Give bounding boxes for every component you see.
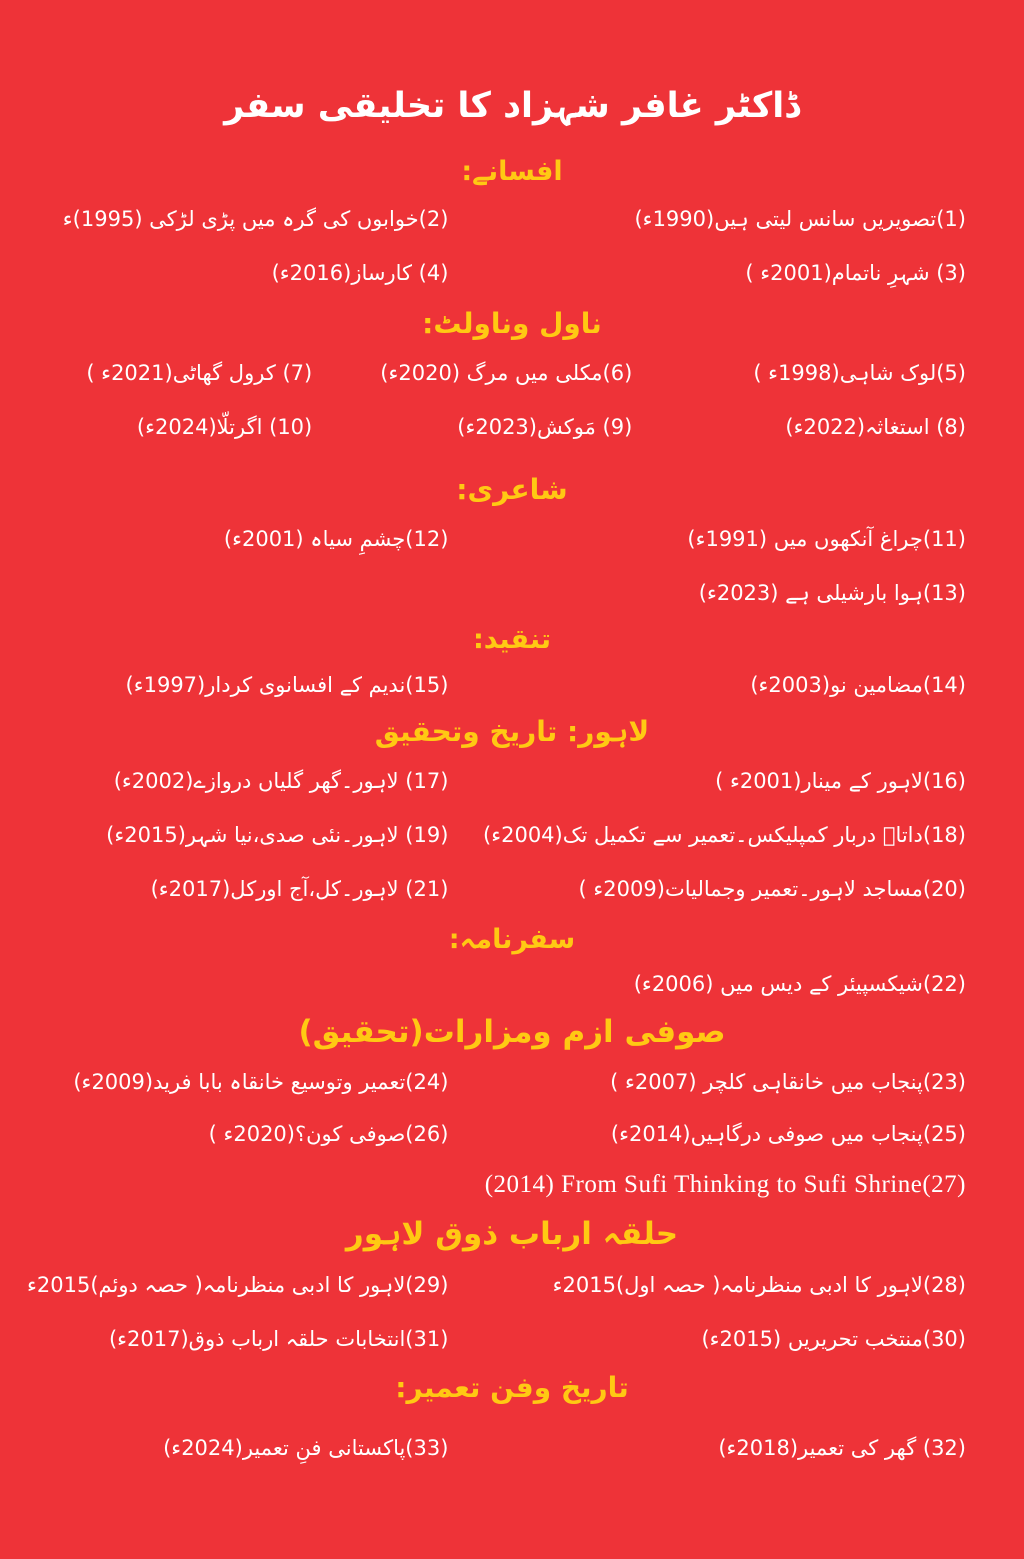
- book-entry-18: (18)داتاؒ دربار کمپلیکس۔تعمیر سے تکمیل تک(2004ء): [483, 822, 966, 847]
- book-row: [58, 1418, 966, 1478]
- book-entry-1: (1)تصویریں سانس لیتی ہیں(1990ء): [634, 206, 966, 231]
- book-row: [58, 346, 966, 400]
- book-entry-27: (2014) From Sufi Thinking to Sufi Shrine(27): [484, 1171, 966, 1199]
- book-entry-28: (28)لاہور کا ادبی منظرنامہ( حصہ اول)2015ء: [552, 1272, 966, 1297]
- book-entry-15: (15)ندیم کے افسانوی کردار(1997ء): [125, 672, 449, 697]
- book-row: [58, 192, 966, 246]
- section-heading-afsanay: افسانے:: [461, 156, 563, 187]
- book-entry-4: (4) کارساز(2016ء): [271, 260, 449, 285]
- book-entry-22: (22)شیکسپیئر کے دیس میں (2006ء): [633, 971, 966, 996]
- book-row: [58, 512, 966, 566]
- book-row: [58, 566, 966, 620]
- book-entry-23: (23)پنجاب میں خانقاہی کلچر (2007ء ): [610, 1069, 966, 1094]
- book-entry-19: (19) لاہور۔نئی صدی،نیا شہر(2015ء): [106, 822, 449, 847]
- book-entry-16: (16)لاہور کے مینار(2001ء ): [715, 768, 966, 793]
- book-entry-31: (31)انتخابات حلقہ ارباب ذوق(2017ء): [108, 1326, 449, 1351]
- book-entry-11: (11)چراغ آنکھوں میں (1991ء): [687, 526, 966, 551]
- book-entry-33: (33)پاکستانی فنِ تعمیر(2024ء): [163, 1435, 449, 1460]
- book-entry-17: (17) لاہور۔گھر گلیاں دروازے(2002ء): [113, 768, 449, 793]
- book-entry-2: (2)خوابوں کی گرہ میں پڑی لڑکی (1995)ء: [62, 206, 449, 231]
- book-row: [58, 808, 966, 862]
- book-entry-10: (10) اگرتلّا(2024ء): [136, 414, 313, 439]
- book-row: [58, 400, 966, 454]
- book-entry-6: (6)مکلی میں مرگ (2020ء): [380, 360, 633, 385]
- book-entry-13: (13)ہوا بارشیلی ہے (2023ء): [698, 580, 966, 605]
- book-entry-8: (8) استغاثہ(2022ء): [785, 414, 966, 439]
- book-entry-29: (29)لاہور کا ادبی منظرنامہ( حصہ دوئم)2015ء: [27, 1272, 449, 1297]
- book-row: [58, 960, 966, 1008]
- page-title: ڈاکٹر غافر شہزاد کا تخلیقی سفر: [224, 86, 800, 126]
- book-entry-7: (7) کرول گھاٹی(2021ء ): [86, 360, 313, 385]
- book-row: [58, 1160, 966, 1210]
- book-entry-12: (12)چشمِ سیاہ (2001ء): [223, 526, 449, 551]
- book-entry-32: (32) گھر کی تعمیر(2018ء): [718, 1435, 966, 1460]
- section-heading-poetry: شاعری:: [456, 473, 568, 506]
- book-row: [58, 862, 966, 916]
- section-heading-halqa: حلقہ ارباب ذوق لاہور: [345, 1216, 679, 1252]
- book-entry-20: (20)مساجد لاہور۔تعمیر وجمالیات(2009ء ): [578, 876, 966, 901]
- book-row: [58, 1312, 966, 1366]
- section-heading-architecture: تاریخ وفن تعمیر:: [395, 1371, 629, 1404]
- book-entry-21: (21) لاہور۔کل،آج اورکل(2017ء): [150, 876, 449, 901]
- book-row: [58, 1056, 966, 1108]
- book-row: [58, 1108, 966, 1160]
- section-heading-lahore-history: لاہور: تاریخ وتحقیق: [374, 715, 650, 748]
- book-entry-3: (3) شہرِ ناتمام(2001ء ): [745, 260, 966, 285]
- book-entry-26: (26)صوفی کون؟(2020ء ): [208, 1121, 449, 1146]
- book-entry-14: (14)مضامین نو(2003ء): [750, 672, 966, 697]
- section-heading-novel: ناول وناولٹ:: [422, 307, 602, 340]
- book-entry-25: (25)پنجاب میں صوفی درگاہیں(2014ء): [610, 1121, 966, 1146]
- section-heading-criticism: تنقید:: [472, 624, 551, 655]
- section-heading-sufism: صوفی ازم ومزارات(تحقیق): [298, 1014, 726, 1050]
- book-row: [58, 660, 966, 710]
- book-entry-30: (30)منتخب تحریریں (2015ء): [701, 1326, 966, 1351]
- section-heading-travelogue: سفرنامہ:: [448, 924, 576, 955]
- book-entry-9: (9) مَوکش(2023ء): [457, 414, 633, 439]
- book-entry-5: (5)لوک شاہی(1998ء ): [753, 360, 966, 385]
- book-entry-24: (24)تعمیر وتوسیع خانقاہ بابا فرید(2009ء): [73, 1069, 449, 1094]
- book-row: [58, 246, 966, 300]
- book-row: [27, 1258, 966, 1312]
- book-row: [58, 754, 966, 808]
